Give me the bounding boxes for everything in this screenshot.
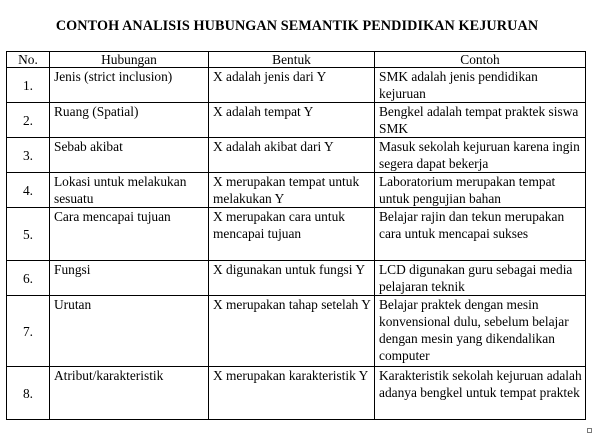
relation-example: Belajar rajin dan tekun merupakan cara untuk mencapai sukses bbox=[375, 208, 586, 261]
relation-example: Laboratorium merupakan tempat untuk pengujian bahan bbox=[375, 173, 586, 208]
table-row bbox=[7, 68, 586, 103]
relation-form: X adalah akibat dari Y bbox=[209, 138, 375, 173]
relation-form: X adalah jenis dari Y bbox=[209, 68, 375, 103]
semantic-relations-table bbox=[6, 51, 586, 420]
header-no: No. bbox=[7, 52, 50, 68]
resize-handle bbox=[587, 428, 592, 433]
table-row bbox=[7, 103, 586, 138]
table-row bbox=[7, 173, 586, 208]
relation-example: Karakteristik sekolah kejuruan adalah adanya bengkel untuk tempat praktek bbox=[375, 367, 586, 420]
relation-type: Sebab akibat bbox=[50, 138, 209, 173]
table-row bbox=[7, 367, 586, 420]
header-contoh: Contoh bbox=[375, 52, 586, 68]
relation-form: X adalah tempat Y bbox=[209, 103, 375, 138]
relation-form: X digunakan untuk fungsi Y bbox=[209, 261, 375, 296]
table-row bbox=[7, 208, 586, 261]
relation-example: Masuk sekolah kejuruan karena ingin segera dapat bekerja bbox=[375, 138, 586, 173]
relation-example: SMK adalah jenis pendidikan kejuruan bbox=[375, 68, 586, 103]
table-row bbox=[7, 261, 586, 296]
header-hubungan: Hubungan bbox=[50, 52, 209, 68]
relation-example: LCD digunakan guru sebagai media pelajaran teknik bbox=[375, 261, 586, 296]
relation-type: Urutan bbox=[50, 296, 209, 367]
row-number: 6. bbox=[7, 261, 50, 296]
relation-form: X merupakan cara untuk mencapai tujuan bbox=[209, 208, 375, 261]
relation-type: Lokasi untuk melakukan sesuatu bbox=[50, 173, 209, 208]
relation-type: Ruang (Spatial) bbox=[50, 103, 209, 138]
relation-form: X merupakan tahap setelah Y bbox=[209, 296, 375, 367]
relation-example: Belajar praktek dengan mesin konvensional dulu, sebelum belajar dengan mesin yang dikendalikan computer bbox=[375, 296, 586, 367]
relation-type: Fungsi bbox=[50, 261, 209, 296]
relation-example: Bengkel adalah tempat praktek siswa SMK bbox=[375, 103, 586, 138]
row-number: 4. bbox=[7, 173, 50, 208]
relation-form: X merupakan karakteristik Y bbox=[209, 367, 375, 420]
header-bentuk: Bentuk bbox=[209, 52, 375, 68]
relation-type: Atribut/karakteristik bbox=[50, 367, 209, 420]
row-number: 3. bbox=[7, 138, 50, 173]
row-number: 2. bbox=[7, 103, 50, 138]
table-row bbox=[7, 138, 586, 173]
row-number: 5. bbox=[7, 208, 50, 261]
table-header-row bbox=[7, 52, 586, 68]
relation-type: Cara mencapai tujuan bbox=[50, 208, 209, 261]
relation-type: Jenis (strict inclusion) bbox=[50, 68, 209, 103]
table-row bbox=[7, 296, 586, 367]
row-number: 8. bbox=[7, 367, 50, 420]
relation-form: X merupakan tempat untuk melakukan Y bbox=[209, 173, 375, 208]
row-number: 7. bbox=[7, 296, 50, 367]
row-number: 1. bbox=[7, 68, 50, 103]
document-title: CONTOH ANALISIS HUBUNGAN SEMANTIK PENDIDIKAN KEJURUAN bbox=[55, 18, 539, 34]
